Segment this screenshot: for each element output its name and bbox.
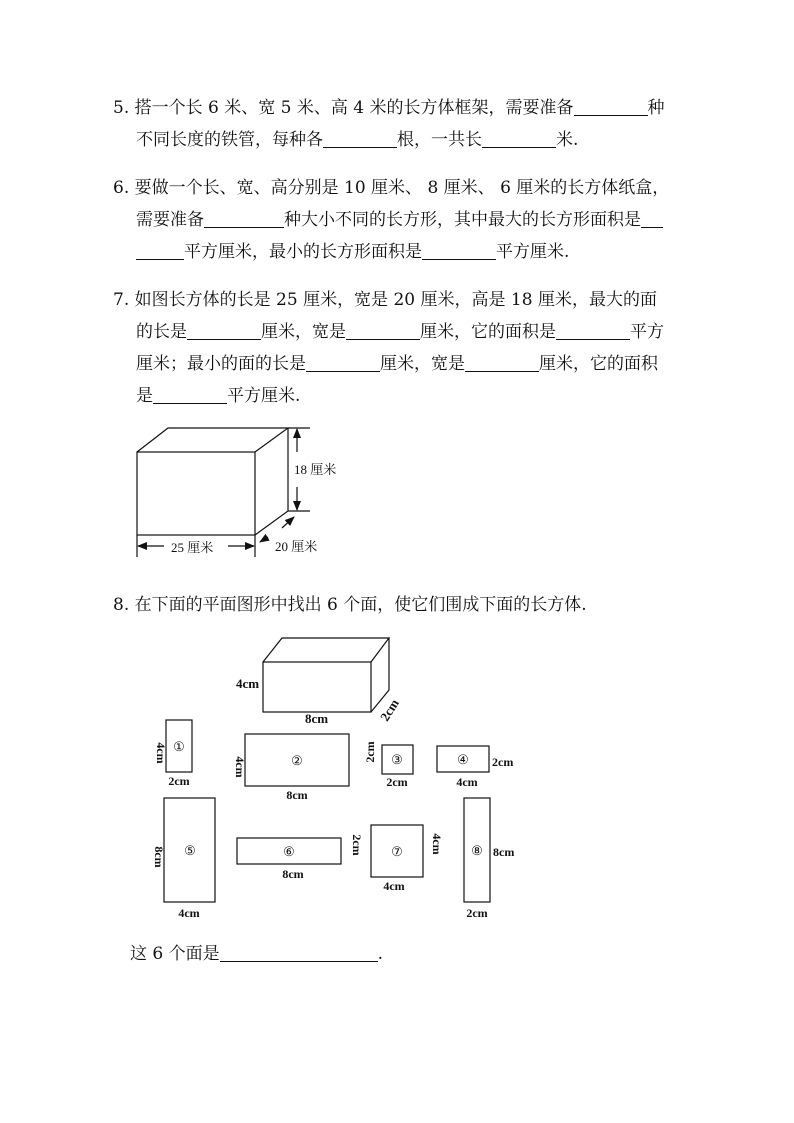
q8-shape-3[interactable] [363, 741, 413, 789]
q8-box-height-label: 4cm [236, 676, 260, 691]
shape-8-bottom-label: 2cm [466, 906, 488, 920]
q5-text: 米. [556, 130, 579, 150]
shape-5-side-label: 8cm [152, 846, 166, 868]
shape-8-number: ⑧ [471, 843, 483, 858]
q7-length-label: 25 厘米 [171, 540, 214, 555]
q8-shape-6[interactable] [237, 834, 364, 881]
shape-6-bottom-label: 8cm [282, 867, 304, 881]
q7-text: 厘米，宽是 [380, 354, 465, 374]
q8-shape-7[interactable] [371, 825, 444, 893]
q7-text: 平方厘米. [227, 386, 301, 406]
shape-4-bottom-label: 4cm [456, 775, 478, 789]
q8-shape-1[interactable] [154, 720, 192, 788]
q8-shape-8[interactable] [464, 798, 514, 920]
shape-7-side-label: 4cm [430, 833, 444, 855]
q7-text: 的长是 [136, 322, 187, 342]
shape-2-number: ② [291, 753, 303, 768]
q5-text: 5. 搭一个长 6 米、宽 5 米、高 4 米的长方体框架，需要准备 [113, 98, 574, 118]
q7-text: 厘米；最小的面的长是 [136, 354, 306, 374]
shape-7-number: ⑦ [391, 844, 403, 859]
q7-text: 平方 [630, 322, 664, 342]
width-arrow-down [260, 537, 268, 542]
q5-text: 种 [647, 98, 665, 118]
q6-text: 平方厘米，最小的长方形面积是 [184, 242, 422, 262]
q6-text: 种大小不同的长方形，其中最大的长方形面积是 [284, 210, 641, 230]
q8-box-length-label: 8cm [305, 711, 329, 726]
q8-text: . [377, 944, 384, 964]
q7-cuboid-figure [137, 428, 310, 557]
cuboid-top-face [137, 428, 288, 452]
shape-7-bottom-label: 4cm [383, 879, 405, 893]
q8-shape-2[interactable] [233, 734, 349, 802]
width-arrow-up [282, 517, 294, 528]
q6-text: 6. 要做一个长、宽、高分别是 10 厘米、 8 厘米、 6 厘米的长方体纸盒， [113, 178, 670, 198]
shape-1-side-label: 4cm [154, 742, 168, 764]
shape-3-number: ③ [391, 752, 403, 767]
shape-3-side-label: 2cm [363, 741, 377, 763]
q8-text: 这 6 个面是 [130, 944, 220, 964]
q8-box-depth-label: 2cm [376, 696, 402, 724]
shape-3-bottom-label: 2cm [386, 775, 408, 789]
q6-text: 需要准备 [136, 210, 204, 230]
q7-text: 厘米，宽是 [261, 322, 346, 342]
q8-shape-5[interactable] [152, 798, 215, 920]
q7-height-label: 18 厘米 [294, 462, 337, 477]
q6-text: 平方厘米. [496, 242, 570, 262]
shape-4-number: ④ [457, 752, 469, 767]
q5-text: 根，一共长 [397, 130, 482, 150]
shape-1-bottom-label: 2cm [168, 774, 190, 788]
q8-reference-cuboid [263, 638, 389, 712]
shape-5-number: ⑤ [184, 843, 196, 858]
shape-2-side-label: 4cm [233, 756, 247, 778]
q7-text: 7. 如图长方体的长是 25 厘米，宽是 20 厘米，高是 18 厘米，最大的面 [113, 290, 657, 310]
shape-4-side-label: 2cm [492, 755, 514, 769]
shape-8-side-label: 8cm [493, 845, 515, 859]
cuboid-side-face [255, 428, 288, 535]
q7-text: 厘米，它的面积是 [420, 322, 556, 342]
q8-shape-4[interactable] [437, 746, 513, 789]
shape-6-side-label: 2cm [350, 834, 364, 856]
q7-text: 是 [136, 386, 153, 406]
shape-2-bottom-label: 8cm [286, 788, 308, 802]
shape-5-bottom-label: 4cm [178, 906, 200, 920]
q8-text: 8. 在下面的平面图形中找出 6 个面，使它们围成下面的长方体. [113, 595, 587, 615]
q5-text: 不同长度的铁管，每种各 [136, 130, 323, 150]
shape-6-number: ⑥ [283, 844, 295, 859]
q7-text: 厘米，它的面积 [539, 354, 658, 374]
shape-1-number: ① [173, 739, 185, 754]
q7-width-label: 20 厘米 [275, 539, 318, 554]
cuboid-front-face [137, 452, 255, 535]
